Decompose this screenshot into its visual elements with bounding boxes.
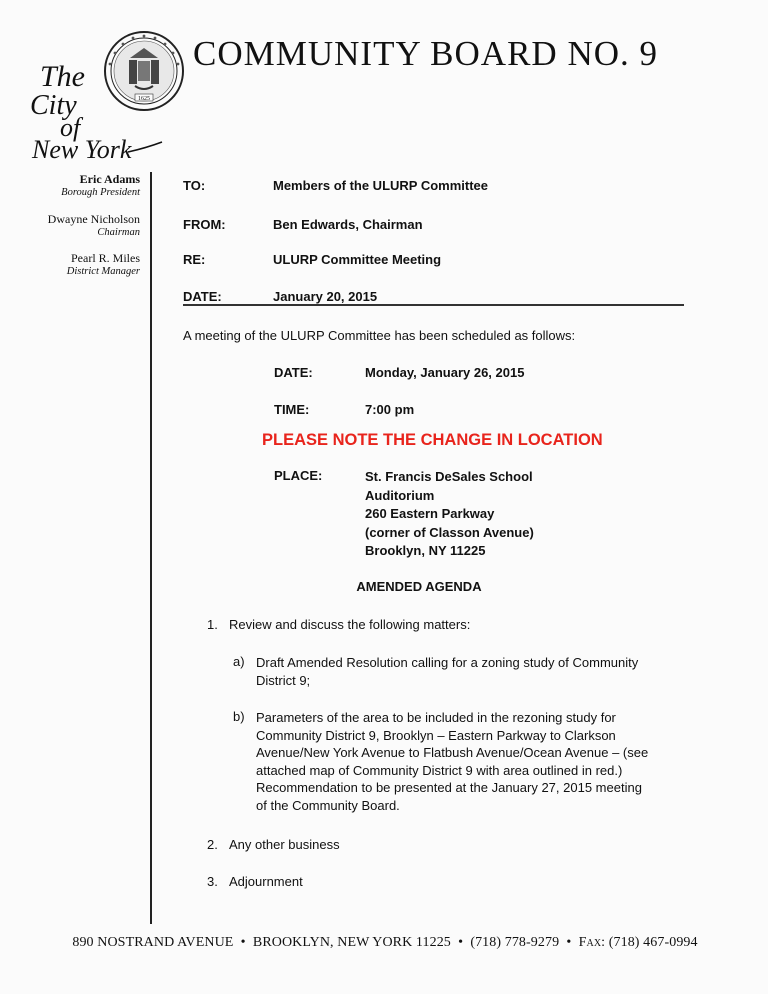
sub-item-line: Draft Amended Resolution calling for a zoning study of Community	[256, 655, 639, 670]
memo-date-value: January 20, 2015	[273, 289, 378, 304]
place-line: Auditorium	[365, 487, 435, 503]
svg-text:1625: 1625	[138, 96, 150, 102]
to-label: TO:	[183, 178, 206, 193]
location-change-notice: PLEASE NOTE THE CHANGE IN LOCATION	[262, 431, 603, 449]
agenda-item-number: 2.	[207, 837, 218, 852]
meeting-time-value: 7:00 pm	[365, 402, 415, 417]
place-line: (corner of Classon Avenue)	[365, 524, 534, 540]
sub-item-line: of the Community Board.	[256, 797, 400, 813]
official-district-manager	[20, 251, 140, 278]
official-title: Chairman	[97, 227, 140, 238]
svg-text:City: City	[30, 90, 77, 121]
sub-item-line: attached map of Community District 9 with area outlined in red.)	[256, 762, 623, 778]
place-address	[365, 468, 534, 561]
official-borough-president	[20, 172, 140, 199]
sub-item-line: Community District 9, Brooklyn – Eastern Parkway to Clarkson	[256, 727, 616, 743]
sub-item-text	[256, 654, 684, 689]
place-line: 260 Eastern Parkway	[365, 506, 495, 521]
intro-text: A meeting of the ULURP Committee has been scheduled as follows:	[183, 328, 576, 343]
memo-date-label: DATE:	[183, 289, 222, 304]
re-value: ULURP Committee Meeting	[273, 252, 442, 267]
agenda-title: AMENDED AGENDA	[356, 579, 482, 594]
agenda-item-text: Review and discuss the following matters:	[229, 617, 471, 632]
footer-city: BROOKLYN, NEW YORK 11225	[252, 935, 451, 950]
sub-item-line: Recommendation to be presented at the January 27, 2015 meeting	[256, 780, 642, 795]
sub-item-letter: a)	[233, 654, 245, 669]
agenda-item-text: Adjournment	[229, 874, 303, 889]
board-title: COMMUNITY BOARD NO. 9	[193, 34, 658, 73]
from-value: Ben Edwards, Chairman	[273, 217, 423, 232]
sub-item-letter: b)	[233, 709, 245, 724]
svg-text:The: The	[40, 60, 85, 93]
agenda-item-text: Any other business	[229, 837, 340, 852]
official-name: Eric Adams	[79, 172, 140, 186]
official-name: Dwayne Nicholson	[47, 212, 140, 226]
official-name: Pearl R. Miles	[71, 251, 140, 265]
official-title: District Manager	[66, 266, 140, 277]
re-label: RE:	[183, 252, 206, 267]
to-value: Members of the ULURP Committee	[273, 178, 489, 193]
footer-fax-label: Fax:	[578, 935, 606, 950]
footer-phone: (718) 778-9279	[470, 935, 560, 950]
official-chairman	[20, 212, 140, 239]
place-line: Brooklyn, NY 11225	[365, 543, 486, 558]
footer-fax: (718) 467-0994	[608, 935, 698, 950]
sub-item-line: Avenue/New York Avenue to Flatbush Avenue/Ocean Avenue – (see	[256, 745, 649, 760]
agenda-item-number: 3.	[207, 874, 218, 889]
sub-item-line: District 9;	[256, 672, 311, 688]
sub-item-text	[256, 709, 684, 814]
footer-address: 890 NOSTRAND AVENUE	[72, 935, 234, 950]
place-line: St. Francis DeSales School	[365, 469, 533, 484]
meeting-time-label: TIME:	[274, 402, 310, 417]
from-label: FROM:	[183, 217, 226, 232]
sub-item-line: Parameters of the area to be included in the rezoning study for	[256, 710, 616, 725]
svg-text:New York: New York	[32, 135, 132, 164]
memo-divider	[183, 304, 684, 306]
meeting-date-value: Monday, January 26, 2015	[365, 365, 525, 380]
city-of-new-york-logo	[28, 50, 168, 165]
footer-contact: 890 NOSTRAND AVENUE • BROOKLYN, NEW YORK 11225 • (718) 778-9279 • Fax: (718) 467-0994	[72, 935, 698, 950]
official-title: Borough President	[61, 187, 140, 198]
place-label: PLACE:	[274, 468, 323, 483]
vertical-divider	[150, 172, 152, 924]
agenda-item-number: 1.	[207, 617, 218, 632]
svg-text:of: of	[60, 113, 81, 142]
meeting-date-label: DATE:	[274, 365, 313, 380]
